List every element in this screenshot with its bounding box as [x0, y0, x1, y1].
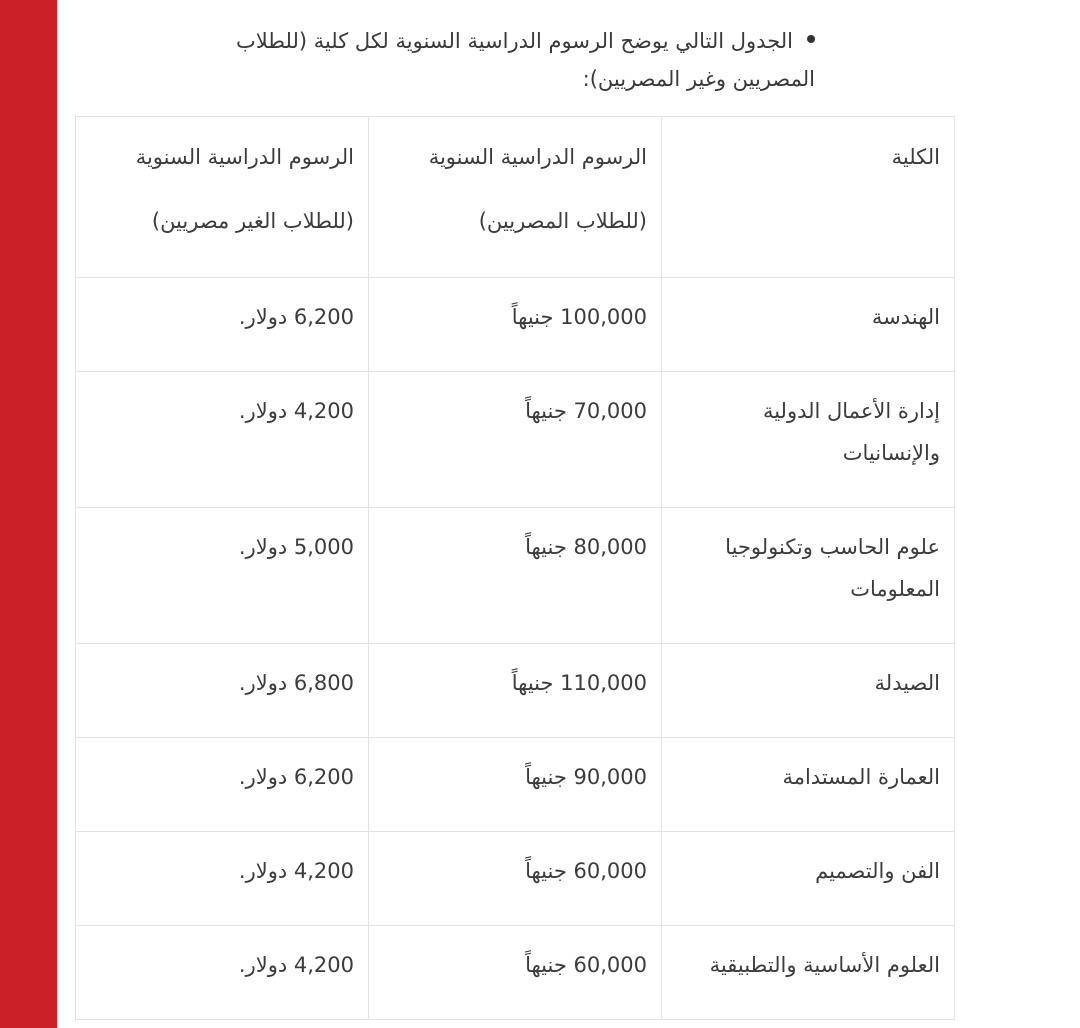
- college-cell: العمارة المستدامة: [662, 738, 955, 832]
- table-row: [76, 926, 955, 1020]
- egyptian-fee-cell: 110,000 جنيهاً: [369, 644, 662, 738]
- intro-text: الجدول التالي يوضح الرسوم الدراسية السنوية لكل كلية (للطلاب المصريين وغير المصريين):: [235, 29, 815, 91]
- header-college-label: الكلية: [891, 145, 940, 169]
- header-egyptian-line2: (للطلاب المصريين): [478, 209, 647, 233]
- college-cell: إدارة الأعمال الدولية والإنسانيات: [662, 372, 955, 508]
- foreign-fee-cell: 5,000 دولار.: [76, 508, 369, 644]
- table-row: [76, 508, 955, 644]
- egyptian-fee-cell: 100,000 جنيهاً: [369, 278, 662, 372]
- egyptian-fee-cell: 90,000 جنيهاً: [369, 738, 662, 832]
- header-foreign-fee: [76, 117, 369, 278]
- table-header-row: [76, 117, 955, 278]
- foreign-fee-cell: 4,200 دولار.: [76, 832, 369, 926]
- table-row: [76, 278, 955, 372]
- intro-paragraph: [150, 22, 815, 98]
- egyptian-fee-cell: 80,000 جنيهاً: [369, 508, 662, 644]
- header-egyptian-line1: الرسوم الدراسية السنوية: [428, 145, 647, 169]
- header-foreign-line1: الرسوم الدراسية السنوية: [135, 145, 354, 169]
- foreign-fee-cell: 6,200 دولار.: [76, 278, 369, 372]
- header-foreign-line2: (للطلاب الغير مصريين): [151, 209, 354, 233]
- table-row: [76, 372, 955, 508]
- college-cell: العلوم الأساسية والتطبيقية: [662, 926, 955, 1020]
- bullet-icon: [807, 35, 815, 43]
- foreign-fee-cell: 6,800 دولار.: [76, 644, 369, 738]
- fees-table: [75, 116, 955, 1020]
- foreign-fee-cell: 6,200 دولار.: [76, 738, 369, 832]
- header-college: [662, 117, 955, 278]
- college-cell: علوم الحاسب وتكنولوجيا المعلومات: [662, 508, 955, 644]
- table-row: [76, 832, 955, 926]
- header-egyptian-fee: [369, 117, 662, 278]
- college-cell: الهندسة: [662, 278, 955, 372]
- egyptian-fee-cell: 60,000 جنيهاً: [369, 926, 662, 1020]
- table-row: [76, 644, 955, 738]
- foreign-fee-cell: 4,200 دولار.: [76, 926, 369, 1020]
- foreign-fee-cell: 4,200 دولار.: [76, 372, 369, 508]
- table-row: [76, 738, 955, 832]
- egyptian-fee-cell: 60,000 جنيهاً: [369, 832, 662, 926]
- accent-side-bar: [0, 0, 57, 1028]
- college-cell: الفن والتصميم: [662, 832, 955, 926]
- egyptian-fee-cell: 70,000 جنيهاً: [369, 372, 662, 508]
- college-cell: الصيدلة: [662, 644, 955, 738]
